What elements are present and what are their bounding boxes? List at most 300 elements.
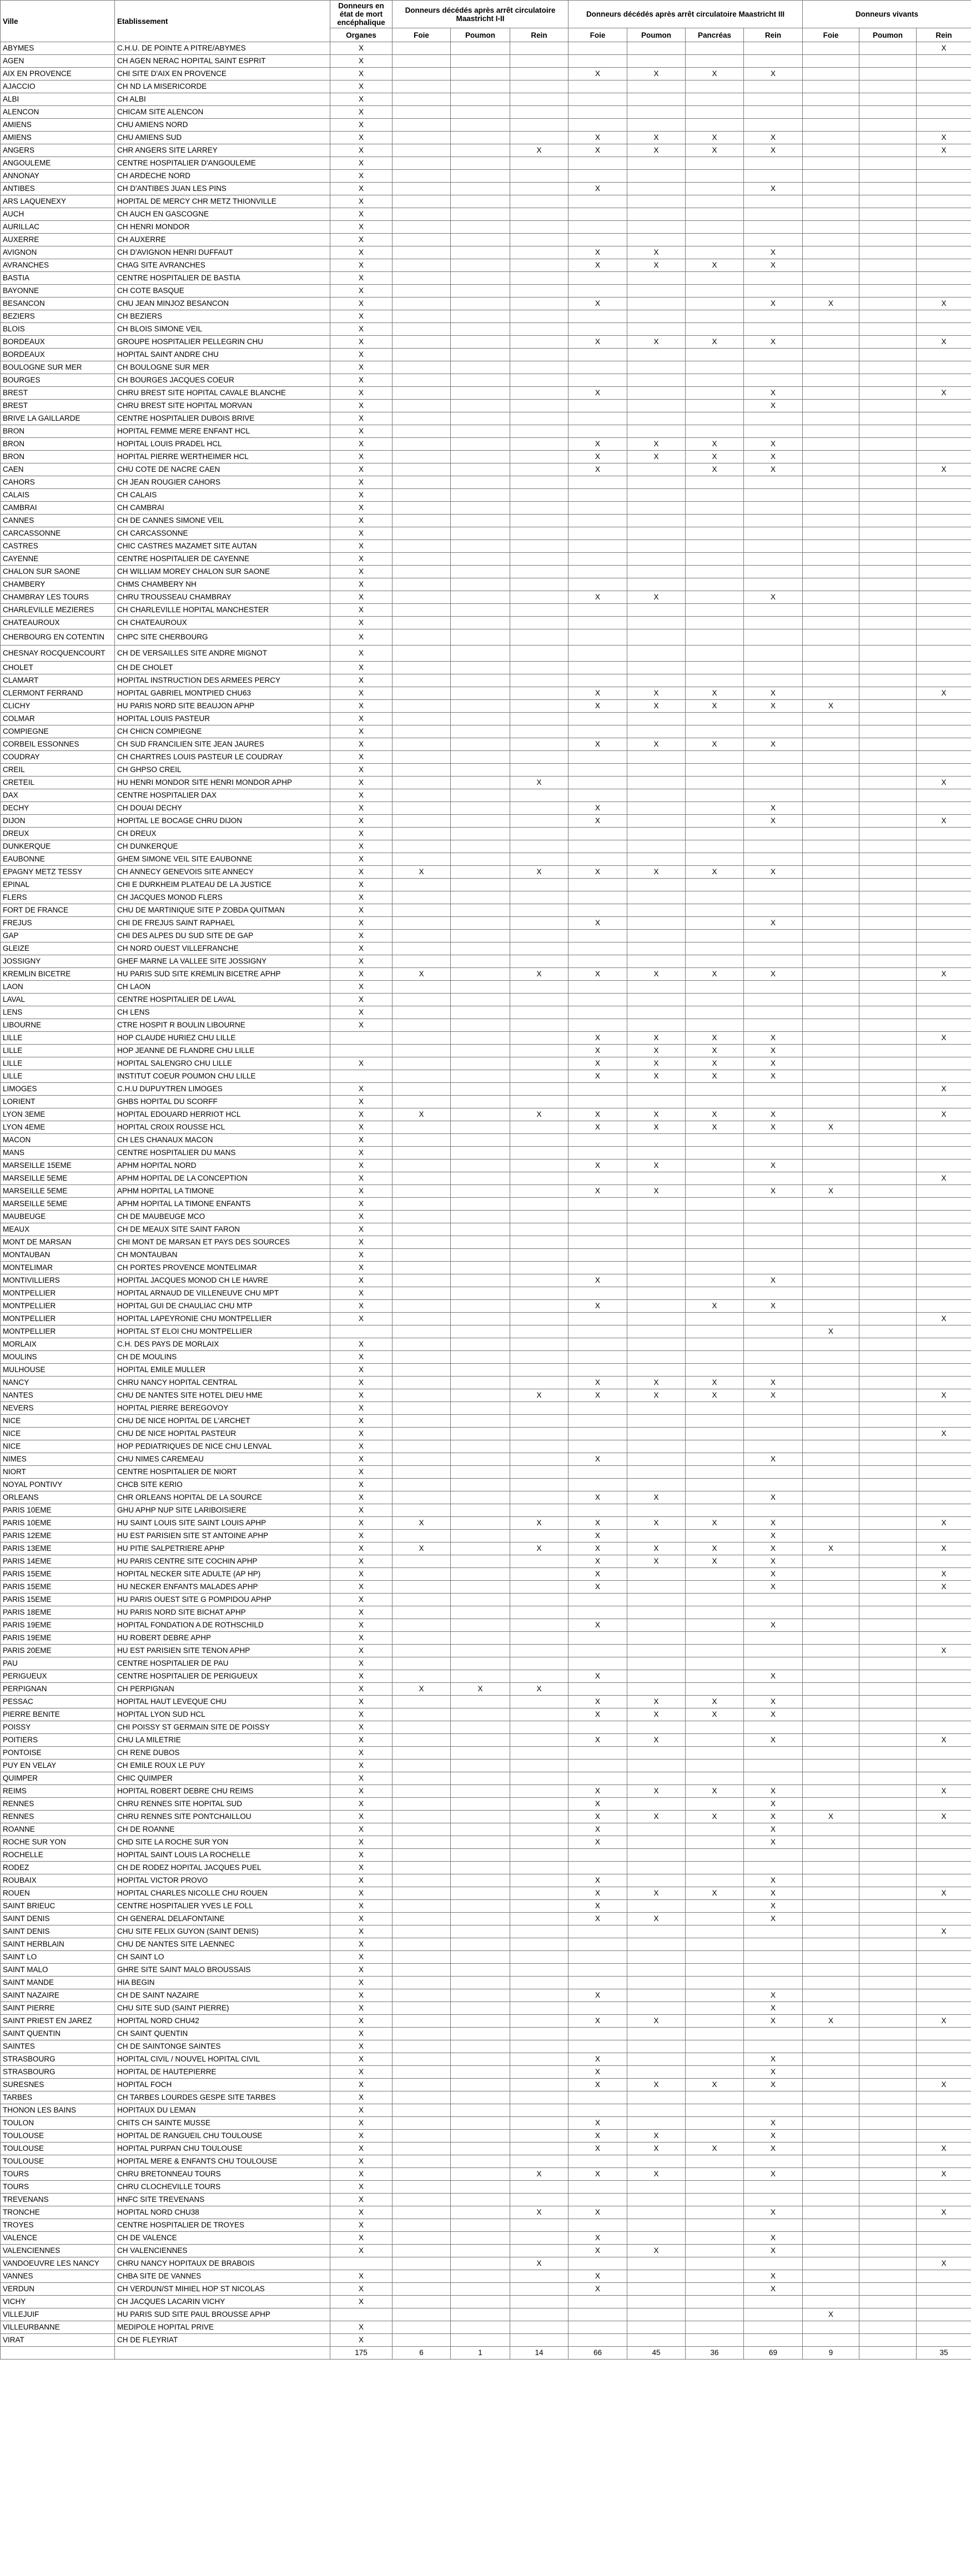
- cell-m3-poumon: X: [627, 1121, 686, 1134]
- cell-m12-foie: [393, 604, 451, 617]
- cell-m12-foie: [393, 2104, 451, 2117]
- cell-m12-rein: [510, 1160, 568, 1172]
- cell-vivant-foie: X: [803, 1121, 859, 1134]
- table-row: [1, 298, 971, 310]
- cell-dme-organes: X: [330, 310, 393, 323]
- table-row: [1, 2219, 971, 2232]
- cell-m12-poumon: [451, 566, 510, 578]
- cell-vivant-rein: [917, 2232, 971, 2245]
- cell-ville: LILLE: [1, 1057, 115, 1070]
- cell-etablissement: CHI MONT DE MARSAN ET PAYS DES SOURCES: [115, 1236, 330, 1249]
- cell-m3-rein: X: [744, 68, 803, 80]
- table-row: [1, 1108, 971, 1121]
- cell-dme-organes: X: [330, 2194, 393, 2206]
- cell-ville: REIMS: [1, 1785, 115, 1798]
- cell-m12-poumon: [451, 1632, 510, 1645]
- cell-m12-poumon: [451, 1479, 510, 1491]
- cell-m12-rein: [510, 2053, 568, 2066]
- cell-m3-foie: X: [568, 1377, 627, 1389]
- cell-m12-rein: [510, 2104, 568, 2117]
- cell-m12-poumon: [451, 968, 510, 981]
- cell-m3-poumon: [627, 1236, 686, 1249]
- cell-m3-rein: X: [744, 1057, 803, 1070]
- cell-m3-poumon: [627, 725, 686, 738]
- cell-m12-foie: [393, 1491, 451, 1504]
- cell-m3-poumon: [627, 208, 686, 221]
- cell-m12-rein: [510, 400, 568, 412]
- cell-ville: DECHY: [1, 802, 115, 815]
- cell-ville: ANGERS: [1, 144, 115, 157]
- cell-m3-pancreas: X: [686, 1070, 744, 1083]
- column-header-ville: Ville: [1, 1, 115, 42]
- table-row: [1, 2245, 971, 2257]
- cell-m12-foie: [393, 157, 451, 170]
- cell-m12-foie: [393, 1274, 451, 1287]
- table-row: [1, 840, 971, 853]
- cell-vivant-rein: [917, 1823, 971, 1836]
- cell-vivant-poumon: [859, 2028, 917, 2040]
- cell-vivant-foie: [803, 1479, 859, 1491]
- cell-ville: LIMOGES: [1, 1083, 115, 1096]
- cell-m12-foie: [393, 246, 451, 259]
- cell-m3-foie: X: [568, 1823, 627, 1836]
- cell-ville: TREVENANS: [1, 2194, 115, 2206]
- cell-m3-foie: [568, 1364, 627, 1377]
- cell-m12-foie: [393, 994, 451, 1006]
- cell-m12-foie: [393, 1185, 451, 1198]
- cell-vivant-foie: [803, 425, 859, 438]
- cell-m12-rein: [510, 553, 568, 566]
- cell-m12-poumon: [451, 1555, 510, 1568]
- cell-vivant-poumon: [859, 815, 917, 828]
- cell-vivant-foie: [803, 1657, 859, 1670]
- table-row: [1, 1313, 971, 1325]
- cell-m12-foie: [393, 42, 451, 55]
- cell-m3-foie: [568, 285, 627, 298]
- table-row: [1, 578, 971, 591]
- cell-m3-rein: X: [744, 463, 803, 476]
- cell-dme-organes: X: [330, 1542, 393, 1555]
- cell-m3-poumon: [627, 183, 686, 195]
- cell-m3-pancreas: [686, 1772, 744, 1785]
- cell-m12-poumon: [451, 1696, 510, 1708]
- cell-vivant-poumon: [859, 68, 917, 80]
- cell-dme-organes: X: [330, 1415, 393, 1428]
- cell-m3-foie: [568, 1977, 627, 1989]
- cell-m3-poumon: [627, 1198, 686, 1211]
- cell-etablissement: CH SUD FRANCILIEN SITE JEAN JAURES: [115, 738, 330, 751]
- cell-m12-poumon: [451, 2130, 510, 2143]
- cell-dme-organes: X: [330, 840, 393, 853]
- cell-m12-rein: [510, 853, 568, 866]
- cell-etablissement: CH VERDUN/ST MIHIEL HOP ST NICOLAS: [115, 2283, 330, 2296]
- cell-etablissement: CH AUCH EN GASCOGNE: [115, 208, 330, 221]
- cell-m3-pancreas: [686, 195, 744, 208]
- cell-m12-rein: [510, 955, 568, 968]
- cell-etablissement: CENTRE HOSPITALIER DU MANS: [115, 1147, 330, 1160]
- cell-vivant-rein: X: [917, 1172, 971, 1185]
- cell-m12-poumon: [451, 2270, 510, 2283]
- cell-vivant-poumon: [859, 994, 917, 1006]
- cell-ville: QUIMPER: [1, 1772, 115, 1785]
- cell-etablissement: HOPITAL DE RANGUEIL CHU TOULOUSE: [115, 2130, 330, 2143]
- cell-m3-poumon: X: [627, 591, 686, 604]
- cell-m3-poumon: [627, 1300, 686, 1313]
- cell-m12-rein: [510, 221, 568, 234]
- cell-m3-pancreas: X: [686, 1696, 744, 1708]
- cell-m12-foie: [393, 1849, 451, 1862]
- cell-m12-rein: [510, 2079, 568, 2091]
- cell-etablissement: CH DREUX: [115, 828, 330, 840]
- cell-m3-foie: [568, 1083, 627, 1096]
- cell-m3-rein: [744, 2040, 803, 2053]
- cell-m3-rein: [744, 1657, 803, 1670]
- cell-vivant-foie: [803, 2079, 859, 2091]
- cell-ville: COMPIEGNE: [1, 725, 115, 738]
- cell-m12-foie: [393, 349, 451, 361]
- cell-m3-poumon: X: [627, 1555, 686, 1568]
- cell-m3-foie: [568, 2321, 627, 2334]
- cell-dme-organes: X: [330, 1453, 393, 1466]
- cell-m12-foie: [393, 502, 451, 515]
- cell-m3-rein: [744, 1096, 803, 1108]
- cell-m12-foie: [393, 917, 451, 930]
- cell-ville: LILLE: [1, 1032, 115, 1045]
- cell-m3-foie: [568, 157, 627, 170]
- cell-dme-organes: X: [330, 2040, 393, 2053]
- cell-m3-rein: X: [744, 1070, 803, 1083]
- cell-m12-rein: [510, 815, 568, 828]
- table-row: [1, 1236, 971, 1249]
- table-row: [1, 764, 971, 777]
- table-row: [1, 2232, 971, 2245]
- cell-dme-organes: X: [330, 463, 393, 476]
- cell-dme-organes: X: [330, 106, 393, 119]
- total-m3-poumon: 45: [627, 2347, 686, 2360]
- cell-m3-rein: [744, 2219, 803, 2232]
- cell-etablissement: CHAG SITE AVRANCHES: [115, 259, 330, 272]
- table-row: [1, 604, 971, 617]
- cell-m3-poumon: [627, 1415, 686, 1428]
- cell-dme-organes: X: [330, 904, 393, 917]
- cell-m3-foie: X: [568, 132, 627, 144]
- table-row: [1, 144, 971, 157]
- cell-vivant-rein: [917, 674, 971, 687]
- cell-m12-rein: X: [510, 1108, 568, 1121]
- table-row: [1, 515, 971, 527]
- cell-m12-foie: [393, 700, 451, 713]
- cell-dme-organes: X: [330, 2066, 393, 2079]
- cell-etablissement: CH GHPSO CREIL: [115, 764, 330, 777]
- cell-m12-foie: [393, 310, 451, 323]
- cell-vivant-poumon: [859, 1964, 917, 1977]
- cell-m3-poumon: [627, 2028, 686, 2040]
- cell-etablissement: C.H.U. DE POINTE A PITRE/ABYMES: [115, 42, 330, 55]
- cell-m3-poumon: [627, 476, 686, 489]
- cell-vivant-poumon: [859, 1121, 917, 1134]
- cell-m3-foie: X: [568, 1734, 627, 1747]
- cell-m3-pancreas: [686, 2232, 744, 2245]
- cell-m3-poumon: [627, 981, 686, 994]
- cell-vivant-rein: [917, 1900, 971, 1913]
- cell-etablissement: CHRU BREST SITE HOPITAL CAVALE BLANCHE: [115, 387, 330, 400]
- cell-m12-poumon: [451, 687, 510, 700]
- cell-etablissement: CHRU RENNES SITE PONTCHAILLOU: [115, 1811, 330, 1823]
- cell-vivant-foie: [803, 1977, 859, 1989]
- cell-vivant-poumon: [859, 132, 917, 144]
- cell-etablissement: CHU LA MILETRIE: [115, 1734, 330, 1747]
- cell-m3-pancreas: [686, 840, 744, 853]
- cell-etablissement: HOPITAL LE BOCAGE CHRU DIJON: [115, 815, 330, 828]
- cell-m12-rein: [510, 891, 568, 904]
- cell-ville: BRON: [1, 425, 115, 438]
- cell-m3-foie: X: [568, 1160, 627, 1172]
- cell-vivant-foie: [803, 866, 859, 879]
- cell-m3-foie: X: [568, 246, 627, 259]
- cell-etablissement: CHI DES ALPES DU SUD SITE DE GAP: [115, 930, 330, 942]
- table-row: [1, 1262, 971, 1274]
- cell-m12-rein: [510, 942, 568, 955]
- cell-vivant-poumon: [859, 2104, 917, 2117]
- cell-m12-foie: [393, 2168, 451, 2181]
- cell-m3-rein: [744, 1747, 803, 1760]
- cell-vivant-foie: [803, 840, 859, 853]
- cell-vivant-rein: [917, 2296, 971, 2308]
- cell-m12-rein: [510, 2117, 568, 2130]
- cell-m3-pancreas: [686, 1568, 744, 1581]
- cell-ville: BREST: [1, 387, 115, 400]
- cell-vivant-rein: [917, 2194, 971, 2206]
- table-row: [1, 1721, 971, 1734]
- cell-vivant-foie: [803, 617, 859, 629]
- cell-dme-organes: X: [330, 777, 393, 789]
- cell-vivant-poumon: [859, 1274, 917, 1287]
- cell-m3-rein: [744, 1606, 803, 1619]
- cell-m3-pancreas: [686, 1670, 744, 1683]
- cell-ville: POITIERS: [1, 1734, 115, 1747]
- cell-m12-poumon: [451, 1019, 510, 1032]
- cell-vivant-poumon: [859, 234, 917, 246]
- cell-m12-rein: [510, 687, 568, 700]
- table-row: [1, 336, 971, 349]
- cell-etablissement: CHI POISSY ST GERMAIN SITE DE POISSY: [115, 1721, 330, 1734]
- cell-vivant-rein: X: [917, 132, 971, 144]
- cell-vivant-poumon: [859, 1721, 917, 1734]
- cell-vivant-foie: [803, 2283, 859, 2296]
- cell-m3-pancreas: [686, 1160, 744, 1172]
- cell-m12-poumon: [451, 1530, 510, 1542]
- cell-dme-organes: X: [330, 80, 393, 93]
- cell-m3-foie: [568, 2257, 627, 2270]
- cell-vivant-poumon: [859, 1006, 917, 1019]
- cell-vivant-poumon: [859, 2334, 917, 2347]
- cell-etablissement: CHD SITE LA ROCHE SUR YON: [115, 1836, 330, 1849]
- cell-etablissement: CH BLOIS SIMONE VEIL: [115, 323, 330, 336]
- cell-ville: CHALON SUR SAONE: [1, 566, 115, 578]
- cell-vivant-foie: X: [803, 1811, 859, 1823]
- cell-m12-rein: [510, 674, 568, 687]
- cell-vivant-poumon: [859, 1989, 917, 2002]
- cell-m3-pancreas: [686, 662, 744, 674]
- cell-dme-organes: [330, 1032, 393, 1045]
- cell-vivant-rein: [917, 789, 971, 802]
- cell-m12-rein: [510, 1632, 568, 1645]
- cell-dme-organes: X: [330, 1351, 393, 1364]
- cell-etablissement: CH CHICN COMPIEGNE: [115, 725, 330, 738]
- cell-vivant-rein: [917, 1185, 971, 1198]
- cell-etablissement: CH EMILE ROUX LE PUY: [115, 1760, 330, 1772]
- cell-m12-poumon: [451, 1568, 510, 1581]
- cell-vivant-foie: [803, 1453, 859, 1466]
- cell-vivant-foie: [803, 93, 859, 106]
- cell-m12-rein: [510, 361, 568, 374]
- cell-m12-rein: [510, 738, 568, 751]
- cell-m12-poumon: [451, 2219, 510, 2232]
- cell-vivant-poumon: [859, 1696, 917, 1708]
- cell-m12-rein: [510, 981, 568, 994]
- cell-m12-foie: [393, 1760, 451, 1772]
- cell-ville: LENS: [1, 1006, 115, 1019]
- cell-m12-foie: [393, 981, 451, 994]
- cell-m12-foie: [393, 2194, 451, 2206]
- cell-m12-rein: [510, 451, 568, 463]
- cell-etablissement: HOPITAL MERE & ENFANTS CHU TOULOUSE: [115, 2155, 330, 2168]
- cell-m3-poumon: X: [627, 1734, 686, 1747]
- cell-dme-organes: X: [330, 700, 393, 713]
- cell-etablissement: CH DUNKERQUE: [115, 840, 330, 853]
- cell-ville: CASTRES: [1, 540, 115, 553]
- cell-m12-foie: [393, 132, 451, 144]
- cell-m12-foie: [393, 2219, 451, 2232]
- cell-vivant-rein: [917, 1019, 971, 1032]
- cell-vivant-rein: [917, 617, 971, 629]
- cell-m3-poumon: [627, 1211, 686, 1223]
- cell-vivant-rein: [917, 764, 971, 777]
- cell-ville: VANDOEUVRE LES NANCY: [1, 2257, 115, 2270]
- cell-vivant-rein: [917, 604, 971, 617]
- cell-m3-pancreas: [686, 1632, 744, 1645]
- cell-m3-rein: [744, 221, 803, 234]
- cell-m3-rein: [744, 1951, 803, 1964]
- cell-ville: AUCH: [1, 208, 115, 221]
- cell-m3-pancreas: [686, 777, 744, 789]
- cell-m3-rein: X: [744, 1836, 803, 1849]
- cell-m12-foie: [393, 425, 451, 438]
- cell-m12-rein: [510, 1670, 568, 1683]
- cell-vivant-rein: [917, 2104, 971, 2117]
- cell-ville: THONON LES BAINS: [1, 2104, 115, 2117]
- group-header-dme: Donneurs en état de mort encéphalique: [330, 1, 393, 28]
- cell-vivant-poumon: [859, 1019, 917, 1032]
- cell-m3-rein: X: [744, 700, 803, 713]
- cell-m3-pancreas: [686, 1657, 744, 1670]
- cell-m3-pancreas: X: [686, 1542, 744, 1555]
- cell-m3-poumon: X: [627, 1887, 686, 1900]
- cell-vivant-poumon: [859, 1300, 917, 1313]
- cell-m3-foie: X: [568, 687, 627, 700]
- cell-m3-rein: X: [744, 438, 803, 451]
- cell-m3-pancreas: [686, 1185, 744, 1198]
- cell-etablissement: HOPITAL GUI DE CHAULIAC CHU MTP: [115, 1300, 330, 1313]
- cell-etablissement: CH WILLIAM MOREY CHALON SUR SAONE: [115, 566, 330, 578]
- cell-m3-poumon: [627, 1402, 686, 1415]
- cell-m12-poumon: [451, 700, 510, 713]
- cell-m12-rein: [510, 1977, 568, 1989]
- table-row: [1, 646, 971, 662]
- cell-vivant-foie: [803, 629, 859, 646]
- cell-dme-organes: X: [330, 183, 393, 195]
- table-row: [1, 1683, 971, 1696]
- cell-m3-poumon: X: [627, 2079, 686, 2091]
- cell-dme-organes: X: [330, 2015, 393, 2028]
- cell-dme-organes: X: [330, 1198, 393, 1211]
- cell-vivant-rein: [917, 1606, 971, 1619]
- cell-vivant-foie: [803, 323, 859, 336]
- cell-m3-foie: [568, 1402, 627, 1415]
- cell-etablissement: CH CHARTRES LOUIS PASTEUR LE COUDRAY: [115, 751, 330, 764]
- cell-ville: MONTPELLIER: [1, 1300, 115, 1313]
- table-row: [1, 1185, 971, 1198]
- cell-m3-foie: X: [568, 815, 627, 828]
- cell-ville: MONTIVILLIERS: [1, 1274, 115, 1287]
- cell-m12-poumon: [451, 713, 510, 725]
- cell-m3-pancreas: X: [686, 2079, 744, 2091]
- cell-dme-organes: X: [330, 2206, 393, 2219]
- cell-m12-foie: [393, 2206, 451, 2219]
- cell-m12-foie: X: [393, 1683, 451, 1696]
- cell-m12-rein: [510, 713, 568, 725]
- cell-m3-rein: [744, 1594, 803, 1606]
- cell-vivant-rein: X: [917, 1887, 971, 1900]
- cell-m3-poumon: [627, 1989, 686, 2002]
- cell-vivant-poumon: [859, 476, 917, 489]
- cell-vivant-rein: [917, 1006, 971, 1019]
- cell-m3-rein: [744, 777, 803, 789]
- cell-vivant-foie: [803, 1619, 859, 1632]
- cell-m3-poumon: [627, 2181, 686, 2194]
- cell-dme-organes: X: [330, 1594, 393, 1606]
- cell-vivant-rein: [917, 195, 971, 208]
- cell-m3-foie: X: [568, 1811, 627, 1823]
- cell-m12-foie: [393, 646, 451, 662]
- cell-m3-foie: [568, 1287, 627, 1300]
- cell-vivant-poumon: [859, 2066, 917, 2079]
- cell-m12-foie: [393, 1223, 451, 1236]
- cell-vivant-poumon: [859, 1440, 917, 1453]
- cell-m12-poumon: [451, 1900, 510, 1913]
- cell-dme-organes: X: [330, 1798, 393, 1811]
- cell-vivant-foie: [803, 917, 859, 930]
- cell-m3-pancreas: [686, 1683, 744, 1696]
- table-row: [1, 527, 971, 540]
- cell-vivant-foie: [803, 1747, 859, 1760]
- table-row: [1, 1887, 971, 1900]
- cell-etablissement: CH D'AVIGNON HENRI DUFFAUT: [115, 246, 330, 259]
- cell-m12-foie: [393, 1530, 451, 1542]
- cell-m3-foie: [568, 1325, 627, 1338]
- cell-vivant-foie: [803, 285, 859, 298]
- cell-m3-pancreas: [686, 578, 744, 591]
- cell-m12-rein: [510, 2130, 568, 2143]
- cell-m3-pancreas: [686, 1211, 744, 1223]
- cell-m3-foie: X: [568, 451, 627, 463]
- subheader-poumon: Poumon: [859, 28, 917, 42]
- table-row: [1, 1491, 971, 1504]
- cell-ville: NANCY: [1, 1377, 115, 1389]
- table-row: [1, 1428, 971, 1440]
- cell-vivant-poumon: [859, 1542, 917, 1555]
- cell-ville: BOULOGNE SUR MER: [1, 361, 115, 374]
